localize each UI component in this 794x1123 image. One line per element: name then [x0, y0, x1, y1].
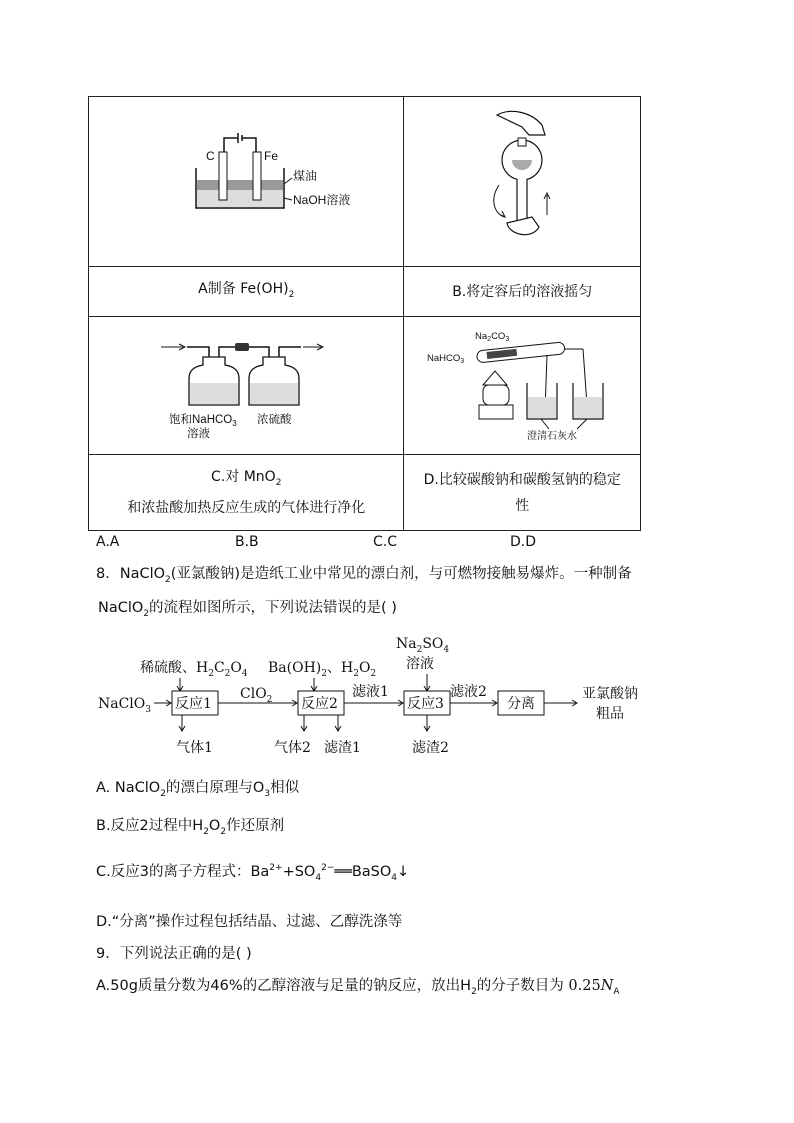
- q9-option-a[interactable]: A.50g质量分数为46%的乙醇溶液与足量的钠反应，放出$H_2$的分子数目为 $0.25N_A$: [96, 978, 620, 997]
- q8-option-c[interactable]: C.反应3的离子方程式：$Ba^{2+}+SO_4^{2-}══BaSO_4↓$: [96, 863, 410, 883]
- electrolysis-diagram: [166, 130, 351, 230]
- label-nahco3: NaHCO$_3$: [427, 352, 465, 365]
- flow-box4: 分离: [507, 696, 535, 712]
- flow-product-line1: 亚氯酸钠: [582, 686, 638, 702]
- cell-b-diagram: [404, 97, 641, 267]
- flow-arrow2-label: 滤液1: [352, 684, 389, 700]
- flow-box1: 反应1: [175, 696, 212, 712]
- flow-box3: 反应3: [407, 696, 444, 712]
- flow-reagent1: 稀硫酸、$H_2C_2O_4$: [140, 660, 248, 679]
- label-limewater: 澄清石灰水: [527, 430, 578, 442]
- cell-b-caption: B.将定容后的溶液摇匀: [404, 267, 641, 317]
- q8-stem-line1: 8．NaClO$_2$(亚氯酸钠)是造纸工业中常见的漂白剂，与可燃物接触易爆炸。一种制备: [96, 566, 632, 585]
- thermal-stability-diagram: [427, 325, 617, 443]
- flow-out3: 滤渣2: [412, 740, 449, 756]
- q8-option-a[interactable]: A. NaClO$_2$的漂白原理与$O_3$相似: [96, 780, 300, 799]
- flow-reagent3-line2: 溶液: [406, 656, 434, 672]
- flow-arrow1-label: ClO$_2$: [240, 686, 273, 705]
- flow-out2b: 滤渣1: [324, 740, 361, 756]
- q8-flowchart: [90, 628, 670, 766]
- q7-option-c[interactable]: C.C: [373, 534, 398, 550]
- flow-start: NaClO$_3$: [98, 696, 151, 715]
- cell-a-diagram: [89, 97, 404, 267]
- q8-option-d[interactable]: D.“分离”操作过程包括结晶、过滤、乙醇洗涤等: [96, 914, 403, 930]
- label-c: C: [206, 148, 215, 163]
- label-na2co3: $Na_2CO_3$: [475, 330, 510, 343]
- label-kerosene: 煤油: [293, 168, 318, 183]
- label-conc-h2so4: 浓硫酸: [257, 413, 292, 426]
- q7-option-b[interactable]: B.B: [235, 534, 259, 550]
- flow-out1: 气体1: [176, 740, 213, 756]
- label-nahco3-solution: 饱和NaHCO$_3$: [169, 413, 237, 428]
- label-naoh: NaOH溶液: [293, 192, 351, 207]
- cell-d-caption: D.比较碳酸钠和碳酸氢钠的稳定性: [404, 455, 641, 531]
- gas-washing-bottles-diagram: [161, 325, 331, 443]
- label-fe: Fe: [264, 148, 279, 163]
- q8-stem-line2: NaClO$_2$的流程如图所示，下列说法错误的是( ): [98, 600, 397, 619]
- q8-option-b[interactable]: B.反应2过程中$H_2O_2$作还原剂: [96, 818, 285, 837]
- flow-box2: 反应2: [301, 696, 338, 712]
- q9-stem: 9．下列说法正确的是( ): [96, 946, 252, 962]
- cell-a-caption: A制备 $Fe(OH)_2$: [89, 267, 404, 317]
- flow-out2a: 气体2: [274, 740, 311, 756]
- cell-d-diagram: [404, 317, 641, 455]
- flow-reagent2: $Ba(OH)_2$、$H_2O_2$: [268, 660, 377, 679]
- cell-c-diagram: [89, 317, 404, 455]
- label-solution: 溶液: [187, 427, 211, 440]
- q7-option-a[interactable]: A.A: [96, 534, 120, 550]
- flow-arrow3-label: 滤液2: [450, 684, 487, 700]
- volumetric-flask-shaking-diagram: [477, 105, 567, 255]
- flow-product-line2: 粗品: [596, 706, 624, 722]
- q7-table: [88, 96, 641, 531]
- cell-c-caption: C.对 MnO$_2$ 和浓盐酸加热反应生成的气体进行净化: [89, 455, 404, 531]
- flow-reagent3: $Na_2SO_4$: [396, 636, 450, 655]
- q7-option-d[interactable]: D.D: [510, 534, 537, 550]
